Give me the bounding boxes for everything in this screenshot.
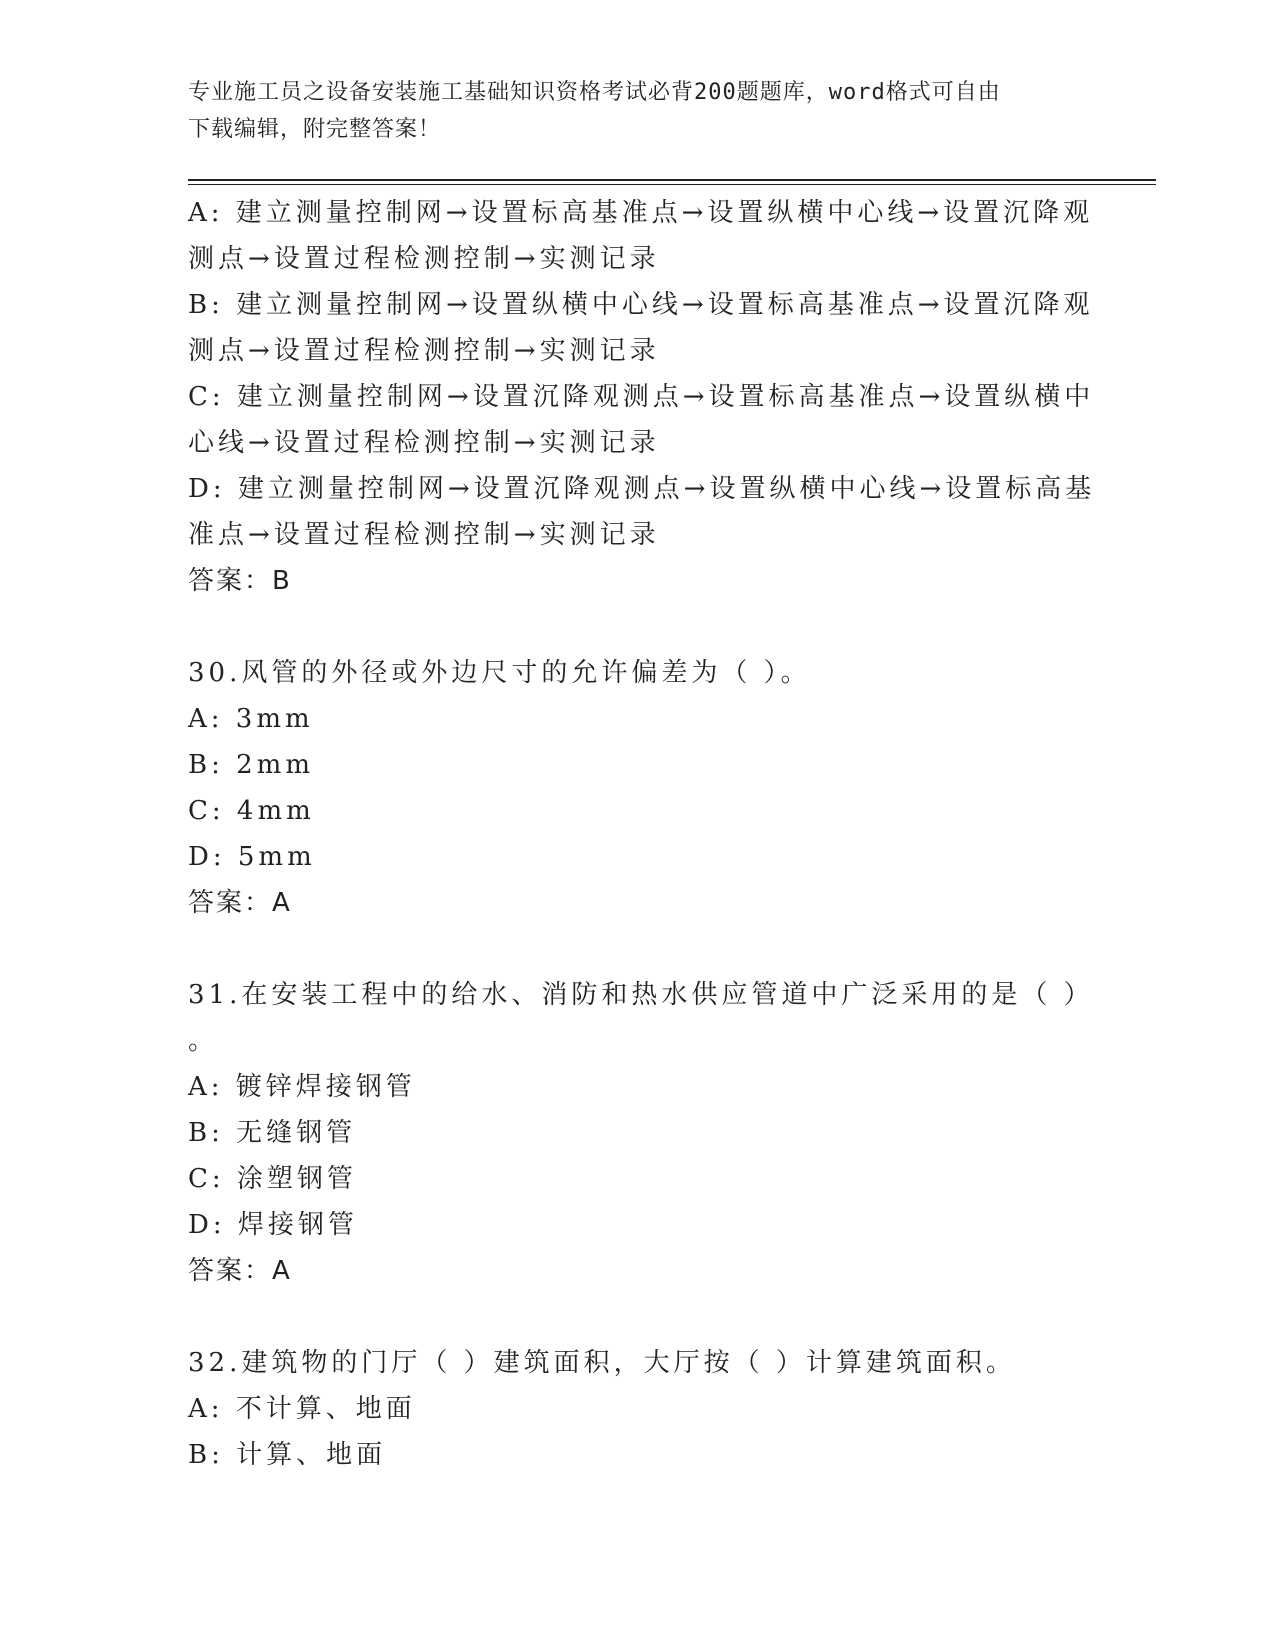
document-header — [188, 74, 1088, 148]
q30-option-c: C: 4mm — [188, 796, 315, 826]
q32-option-b: B: 计算、地面 — [188, 1440, 387, 1470]
spacer — [188, 926, 1088, 972]
question-29 — [188, 190, 1096, 604]
q29-option-d-line-2: 准点→设置过程检测控制→实测记录 — [188, 520, 660, 550]
header-title-line-1: 专业施工员之设备安装施工基础知识资格考试必背200题题库，word格式可自由 — [188, 80, 1001, 105]
header-title-line-2: 下载编辑，附完整答案！ — [188, 117, 442, 142]
q29-option-b-line-1: B: 建立测量控制网→设置纵横中心线→设置标高基准点→设置沉降观 — [188, 290, 1094, 320]
q30-question: 30.风管的外径或外边尺寸的允许偏差为（ ）。 — [188, 658, 811, 688]
q29-option-b-line-2: 测点→设置过程检测控制→实测记录 — [188, 336, 660, 366]
q31-option-b: B: 无缝钢管 — [188, 1118, 357, 1148]
q32-option-a: A: 不计算、地面 — [188, 1394, 416, 1424]
q29-option-c-line-2: 心线→设置过程检测控制→实测记录 — [188, 428, 660, 458]
q30-option-b: B: 2mm — [188, 750, 314, 780]
spacer — [188, 604, 1088, 650]
question-31 — [188, 972, 1094, 1294]
question-30 — [188, 650, 1088, 926]
q31-option-a: A: 镀锌焊接钢管 — [188, 1072, 416, 1102]
q29-option-c-line-1: C: 建立测量控制网→设置沉降观测点→设置标高基准点→设置纵横中 — [188, 382, 1095, 412]
header-divider-thin — [188, 184, 1156, 185]
q30-option-d: D: 5mm — [188, 842, 316, 872]
q29-answer: 答案：B — [188, 566, 292, 596]
header-divider-thick — [188, 179, 1156, 181]
q30-option-a: A: 3mm — [188, 704, 314, 734]
q31-option-c: C: 涂塑钢管 — [188, 1164, 357, 1194]
q29-option-a-line-2: 测点→设置过程检测控制→实测记录 — [188, 244, 660, 274]
q31-answer: 答案：A — [188, 1256, 292, 1286]
question-list — [188, 190, 1096, 1478]
q31-option-d: D: 焊接钢管 — [188, 1210, 358, 1240]
q29-option-d-line-1: D: 建立测量控制网→设置沉降观测点→设置纵横中心线→设置标高基 — [188, 474, 1096, 504]
q31-question-line-2: 。 — [188, 1026, 219, 1056]
q29-option-a-line-1: A: 建立测量控制网→设置标高基准点→设置纵横中心线→设置沉降观 — [188, 198, 1094, 228]
spacer — [188, 1294, 1088, 1340]
q32-question: 32.建筑物的门厅（ ）建筑面积，大厅按（ ）计算建筑面积。 — [188, 1348, 1016, 1378]
q30-answer: 答案：A — [188, 888, 292, 918]
question-32 — [188, 1340, 1088, 1478]
q31-question-line-1: 31.在安装工程中的给水、消防和热水供应管道中广泛采用的是（ ） — [188, 980, 1094, 1010]
